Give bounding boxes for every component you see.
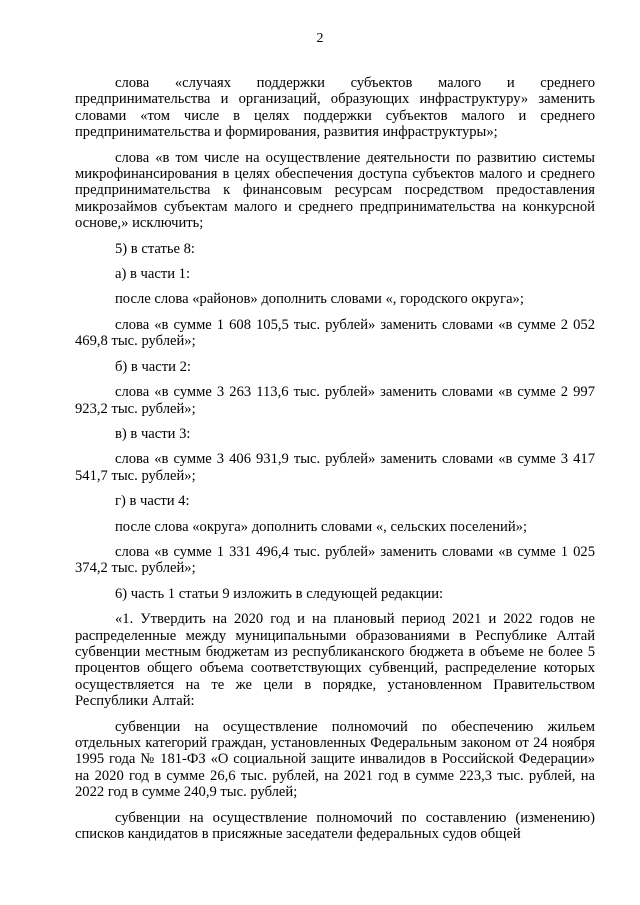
paragraph: б) в части 2: xyxy=(115,358,191,375)
paragraph: 6) часть 1 статьи 9 изложить в следующей редакции: xyxy=(115,585,444,602)
paragraph: субвенции на осуществление полномочий по составлению (изменению) списков кандидатов в присяжные заседатели федеральных судов общей xyxy=(75,809,595,843)
paragraph: слова «в сумме 3 406 931,9 тыс. рублей» заменить словами «в сумме 3 417 541,7 тыс. рублей»; xyxy=(75,451,595,484)
paragraph: после слова «районов» дополнить словами «, городского округа»; xyxy=(115,291,524,308)
paragraph: 5) в статье 8: xyxy=(115,240,195,257)
paragraph: субвенции на осуществление полномочий по обеспечению жильем отдельных категорий граждан, установленных Федеральным законом от 24 ноября 1995 года № 181-ФЗ «О социальной защите инвалидов в Российской Федерации» на 2020 год в сумме 26,6 тыс. рублей, на 2021 год в сумме 223,3 тыс. рублей, на 2022 год в сумме 240,9 тыс. рублей; xyxy=(75,718,595,801)
paragraph: слова «в том числе на осуществление деятельности по развитию системы микрофинансирования в целях обеспечения доступа субъектов малого и среднего предпринимательства к финансовым ресурсам посредством предоставления микрозаймов субъектам малого и среднего предпринимательства на конкурсной основе,» исключить; xyxy=(75,149,595,232)
document-body xyxy=(75,75,595,851)
paragraph: слова «случаях поддержки субъектов малого и среднего предпринимательства и организаций, образующих инфраструктуру» заменить словами «том числе в целях поддержки субъектов малого и среднего предпринимательства и формирования, развития инфраструктуры»; xyxy=(75,75,595,141)
paragraph: слова «в сумме 1 608 105,5 тыс. рублей» заменить словами «в сумме 2 052 469,8 тыс. рублей»; xyxy=(75,316,595,350)
paragraph: после слова «округа» дополнить словами «, сельских поселений»; xyxy=(115,518,528,535)
paragraph: г) в части 4: xyxy=(115,493,190,510)
paragraph: «1. Утвердить на 2020 год и на плановый период 2021 и 2022 годов не распределенные между муниципальными образованиями в Республике Алтай субвенции местным бюджетам из республиканского бюджета в объеме не более 5 процентов общего объема соответствующих субвенций, распределение которых осуществляется на те же цели в порядке, установленном Правительством Республики Алтай: xyxy=(75,611,595,710)
paragraph: слова «в сумме 3 263 113,6 тыс. рублей» заменить словами «в сумме 2 997 923,2 тыс. рублей»; xyxy=(75,384,595,417)
paragraph: в) в части 3: xyxy=(115,425,191,442)
page-number: 2 xyxy=(316,31,324,46)
paragraph: слова «в сумме 1 331 496,4 тыс. рублей» заменить словами «в сумме 1 025 374,2 тыс. рублей»; xyxy=(75,543,595,577)
paragraph: а) в части 1: xyxy=(115,266,191,283)
